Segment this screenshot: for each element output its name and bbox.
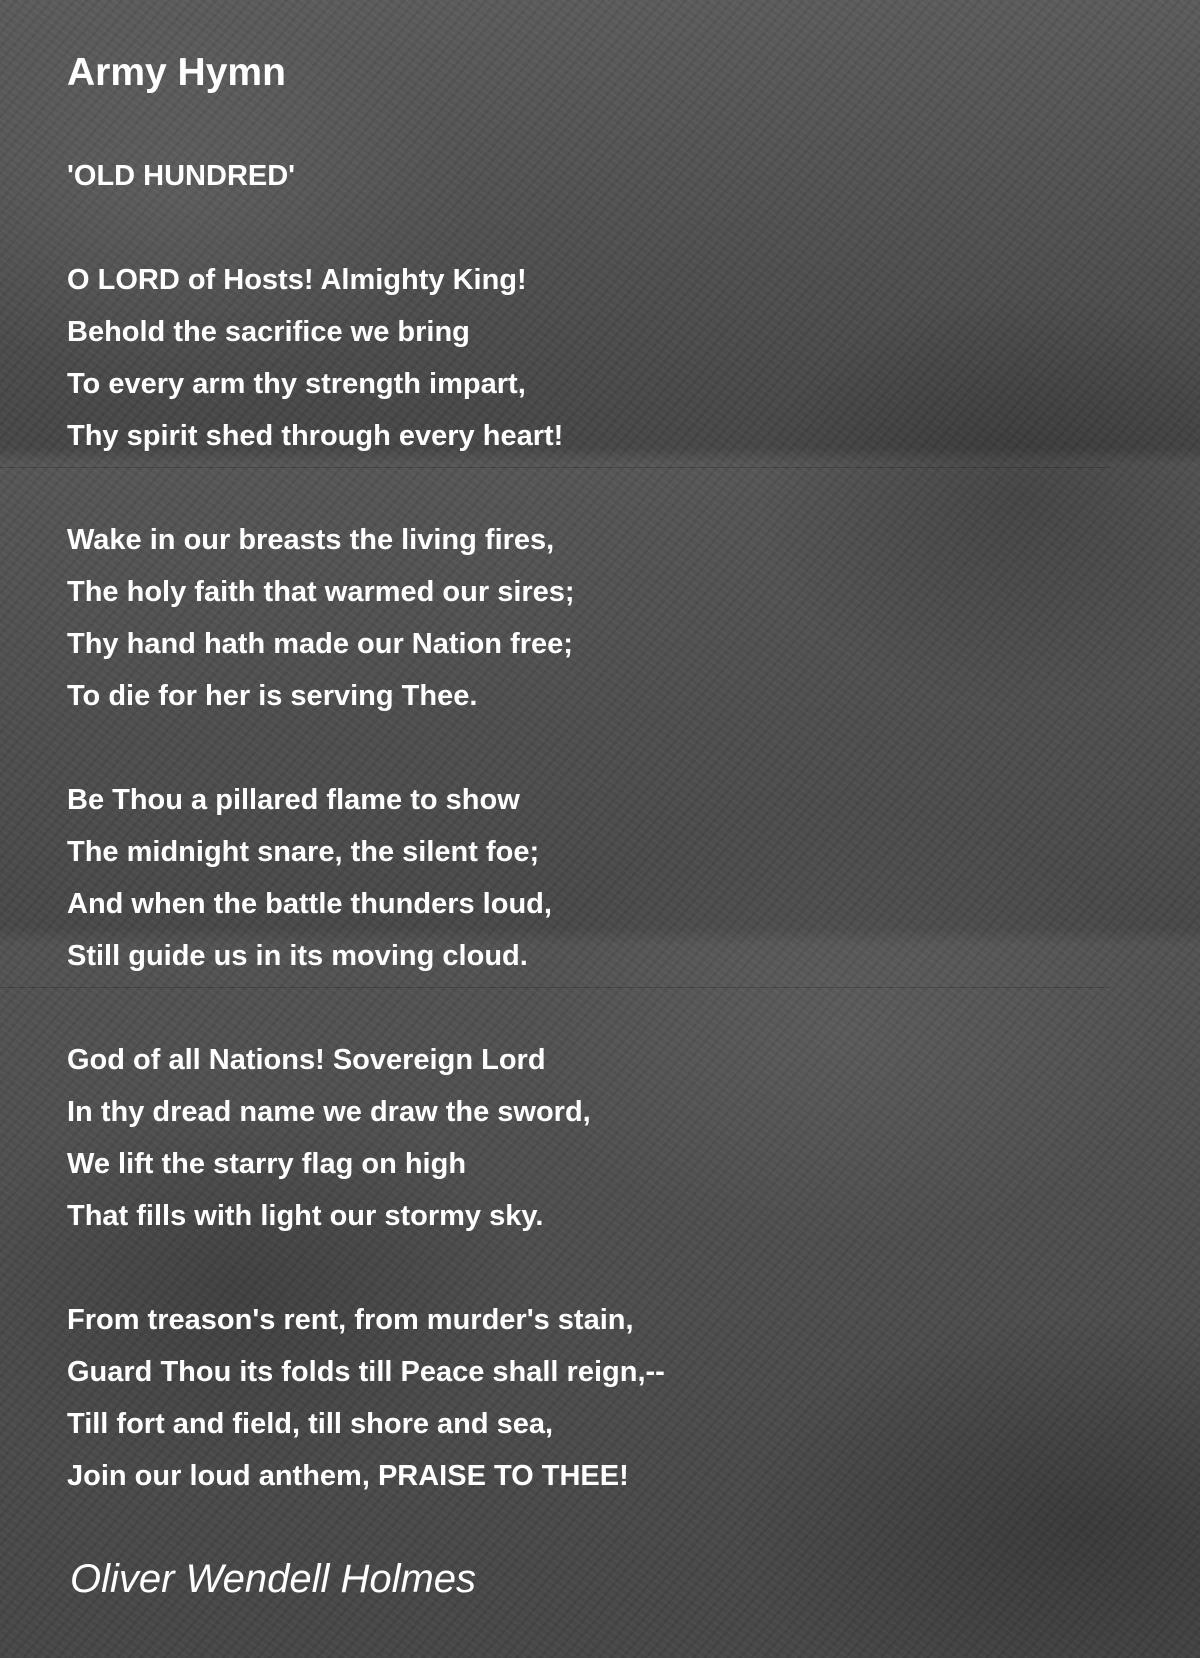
stanza-break (67, 1242, 665, 1294)
poem-line: Still guide us in its moving cloud. (67, 940, 528, 972)
poem-line: From treason's rent, from murder's stain, (67, 1304, 634, 1336)
stanza-break (67, 202, 665, 254)
poem-line: Till fort and field, till shore and sea, (67, 1408, 554, 1440)
poem-line: The midnight snare, the silent foe; (67, 836, 540, 868)
poem-line: To die for her is serving Thee. (67, 680, 478, 712)
poem-line: That fills with light our stormy sky. (67, 1200, 544, 1232)
poem-line: Thy spirit shed through every heart! (67, 420, 564, 452)
poem-line: And when the battle thunders loud, (67, 888, 552, 920)
poem-line: God of all Nations! Sovereign Lord (67, 1044, 546, 1076)
stanza-break (67, 462, 665, 514)
poem-line: Be Thou a pillared flame to show (67, 784, 520, 816)
poem-line: Guard Thou its folds till Peace shall reign,-- (67, 1356, 665, 1388)
poem-line: We lift the starry flag on high (67, 1148, 467, 1180)
poem-body (67, 150, 665, 1502)
poem-line: Wake in our breasts the living fires, (67, 524, 555, 556)
poem-line: To every arm thy strength impart, (67, 368, 526, 400)
stanza-break (67, 722, 665, 774)
poem-author: Oliver Wendell Holmes (70, 1557, 477, 1601)
poem-line: In thy dread name we draw the sword, (67, 1096, 591, 1128)
poem-line: O LORD of Hosts! Almighty King! (67, 264, 527, 296)
poem-title: Army Hymn (67, 51, 286, 94)
poem-line: Behold the sacrifice we bring (67, 316, 470, 348)
poem-line: 'OLD HUNDRED' (67, 160, 296, 192)
stanza-break (67, 982, 665, 1034)
poem-line: The holy faith that warmed our sires; (67, 576, 575, 608)
poem-line: Join our loud anthem, PRAISE TO THEE! (67, 1460, 629, 1492)
poem-line: Thy hand hath made our Nation free; (67, 628, 573, 660)
